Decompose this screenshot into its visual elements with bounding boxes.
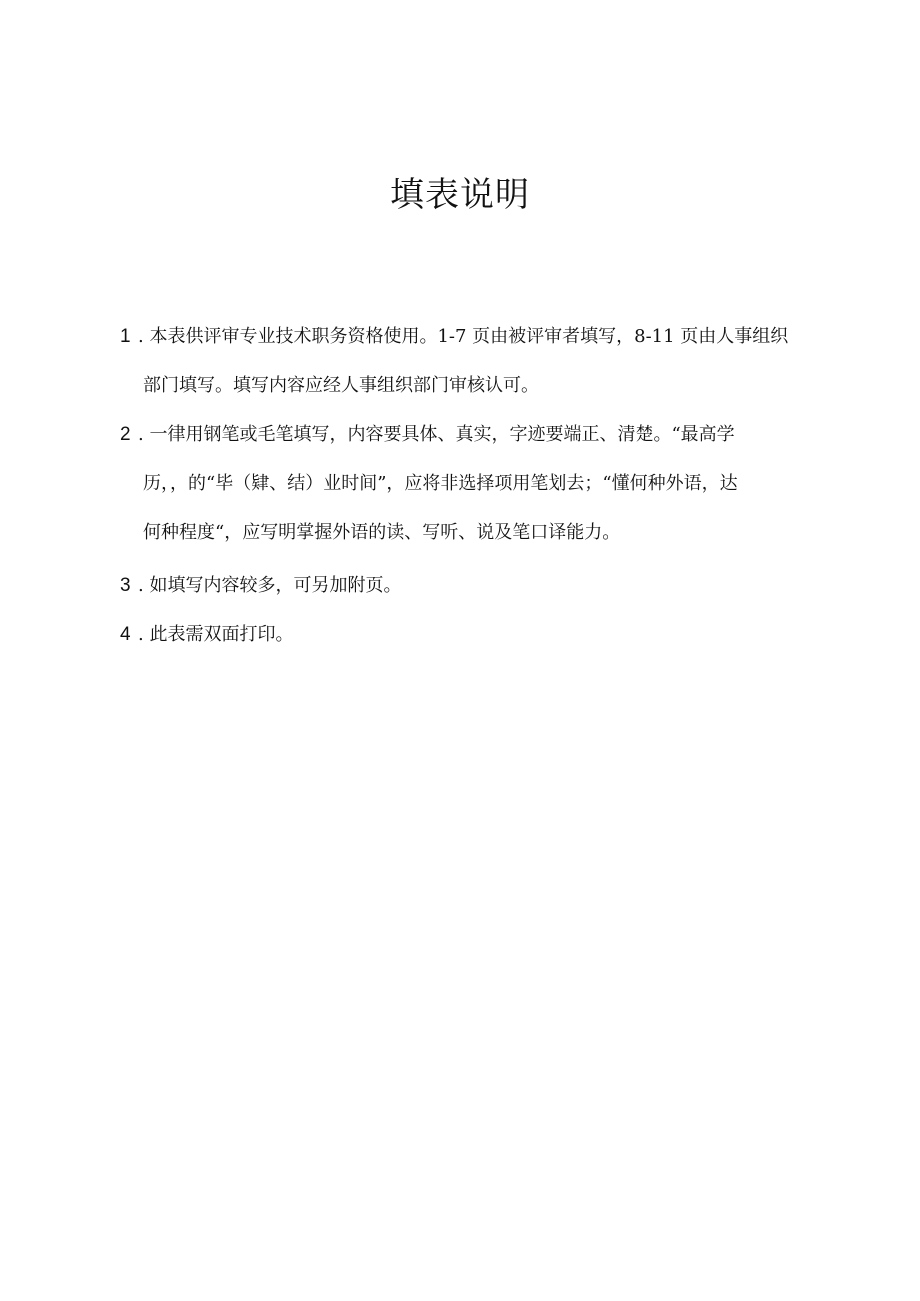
item-number: 4 — [120, 624, 131, 645]
item-number: 1 — [120, 326, 131, 347]
item-number: 3 — [120, 575, 131, 596]
item-line: . 此表需双面打印。 — [138, 624, 294, 645]
item-line: 何种程度“，应写明掌握外语的读、写听、说及笔口译能力。 — [143, 522, 621, 543]
item-line: . 如填写内容较多，可另加附页。 — [138, 575, 402, 596]
item-number: 2 — [120, 424, 131, 445]
item-line: 部门填写。填写内容应经人事组织部门审核认可。 — [143, 375, 539, 396]
item-line: . 本表供评审专业技术职务资格使用。1-7 页由被评审者填写，8-11 页由人事组织 — [138, 326, 789, 347]
page-title: 填表说明 — [390, 175, 530, 215]
item-line: 历，，的“毕（肄、结）业时间”，应将非选择项用笔划去；“懂何种外语，达 — [143, 473, 738, 494]
item-line: . 一律用钢笔或毛笔填写，内容要具体、真实，字迹要端正、清楚。“最高学 — [138, 424, 735, 445]
